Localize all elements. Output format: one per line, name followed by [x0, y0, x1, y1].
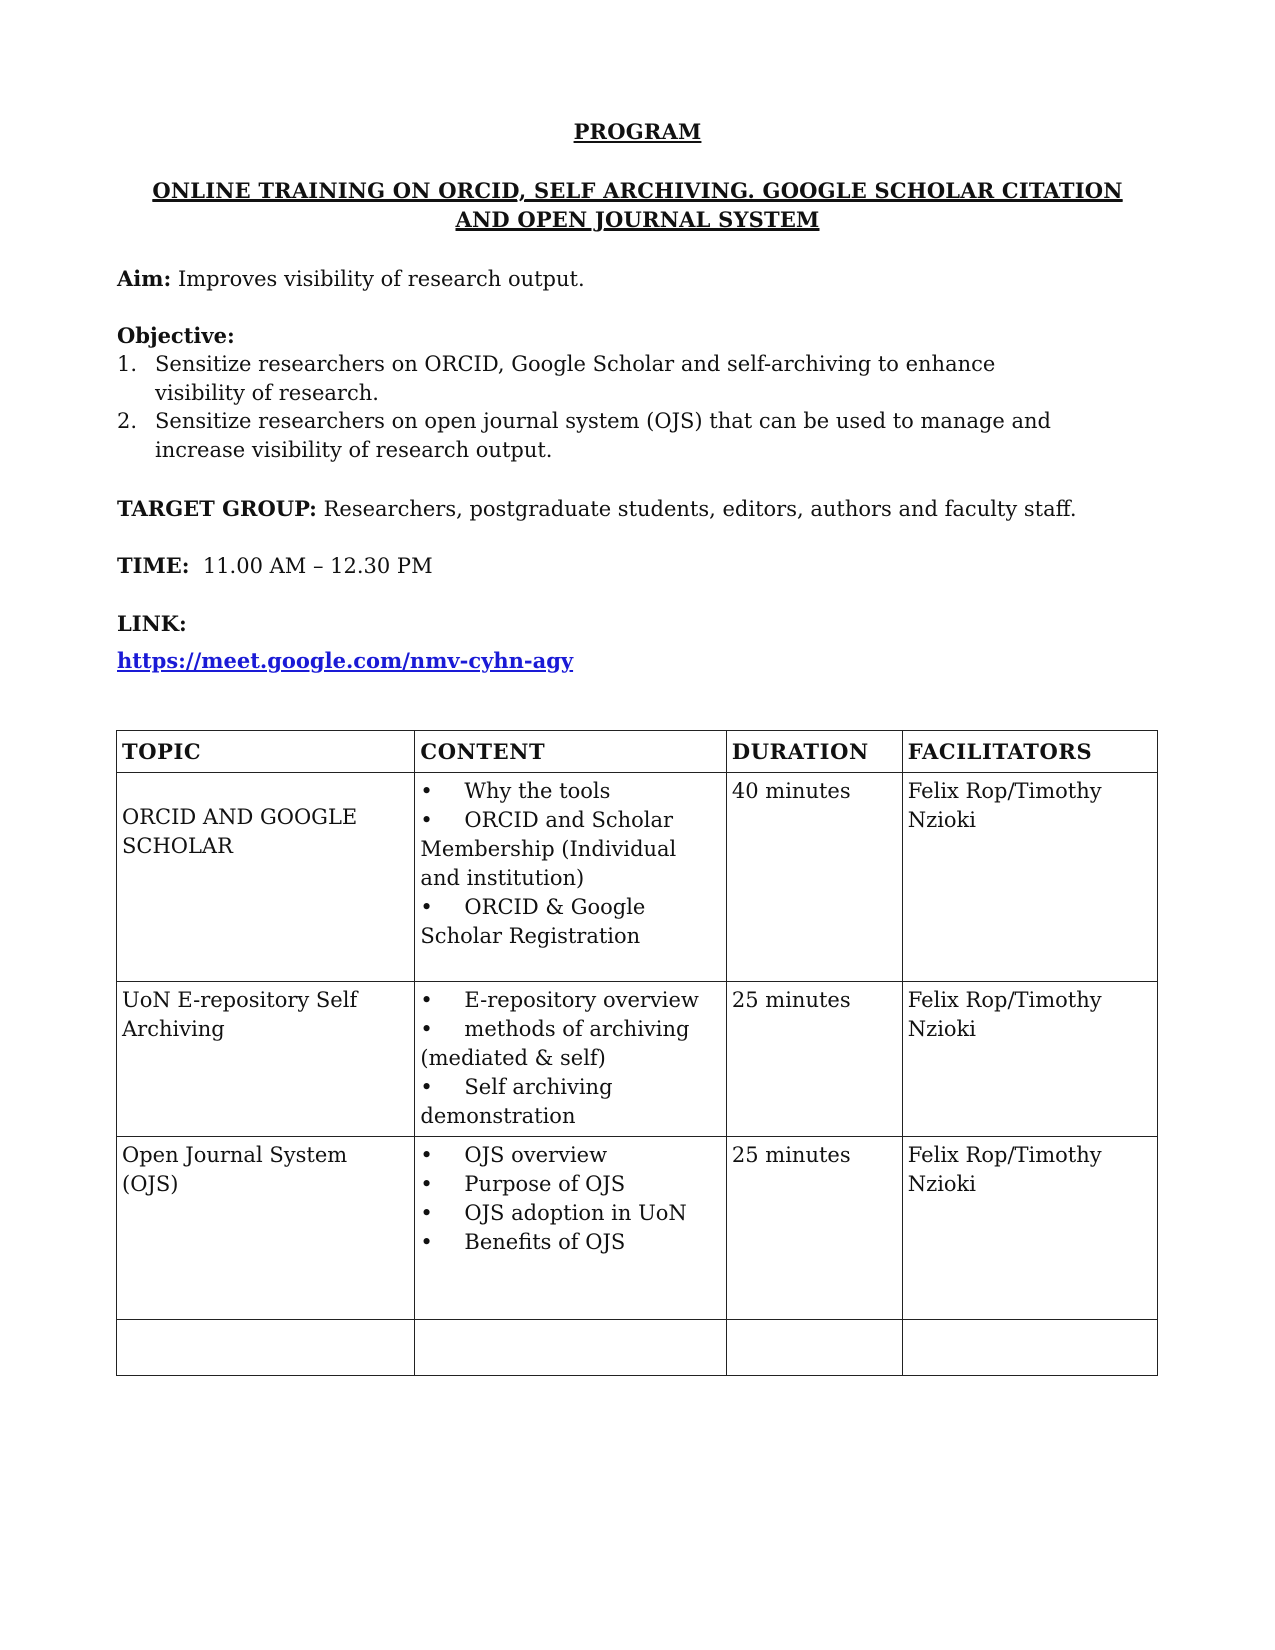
content-text: methods of archiving (mediated & self)	[420, 1017, 690, 1070]
content-text: Why the tools	[464, 779, 611, 803]
topic-cell: ORCID AND GOOGLE SCHOLAR	[117, 773, 415, 982]
content-text: ORCID & Google Scholar Registration	[420, 895, 646, 948]
objective-item	[117, 407, 1077, 465]
content-text: Benefits of OJS	[464, 1230, 626, 1254]
time-line	[117, 551, 433, 581]
duration-cell: 40 minutes	[726, 773, 902, 982]
bullet: •	[420, 1201, 433, 1225]
facilitators-cell: Felix Rop/Timothy Nzioki	[902, 982, 1157, 1137]
facilitators-cell: Felix Rop/Timothy Nzioki	[902, 1137, 1157, 1320]
content-item	[420, 893, 720, 951]
facilitators-cell: Felix Rop/Timothy Nzioki	[902, 773, 1157, 982]
page-title: PROGRAM	[573, 119, 702, 144]
column-header-duration: DURATION	[726, 731, 902, 773]
topic-cell: UoN E-repository Self Archiving	[117, 982, 415, 1137]
bullet: •	[420, 1075, 433, 1099]
content-item	[420, 1015, 720, 1073]
subtitle-line-2: AND OPEN JOURNAL SYSTEM	[455, 207, 820, 232]
aim-line	[117, 264, 585, 294]
bullet: •	[420, 895, 433, 919]
subtitle-line-1: ONLINE TRAINING ON ORCID, SELF ARCHIVING. GOOGLE SCHOLAR CITATION	[152, 178, 1123, 203]
content-item	[420, 1073, 720, 1131]
column-header-facilitators: FACILITATORS	[902, 731, 1157, 773]
content-text: ORCID and Scholar Membership (Individual and institution)	[420, 808, 677, 890]
bullet: •	[420, 779, 433, 803]
aim-label: Aim:	[117, 266, 172, 291]
target-group-line	[117, 494, 1077, 524]
empty-cell	[726, 1320, 902, 1376]
content-item	[420, 777, 720, 806]
content-item	[420, 986, 720, 1015]
objective-item	[117, 350, 1077, 408]
table-row	[117, 773, 1158, 982]
objective-number: 2.	[117, 409, 138, 433]
bullet: •	[420, 1230, 433, 1254]
duration-cell: 25 minutes	[726, 1137, 902, 1320]
bullet: •	[420, 1143, 433, 1167]
empty-cell	[902, 1320, 1157, 1376]
content-cell	[415, 982, 726, 1137]
empty-cell	[117, 1320, 415, 1376]
table-row	[117, 982, 1158, 1137]
empty-cell	[415, 1320, 726, 1376]
time-text: 11.00 AM – 12.30 PM	[202, 554, 433, 578]
objective-label: Objective:	[117, 323, 235, 348]
program-table	[116, 730, 1158, 1376]
content-item	[420, 1199, 720, 1228]
objective-text: Sensitize researchers on open journal system (OJS) that can be used to manage and increase visibility of research output.	[155, 409, 1051, 462]
content-item	[420, 1170, 720, 1199]
objective-text: Sensitize researchers on ORCID, Google Scholar and self-archiving to enhance visibility of research.	[155, 352, 996, 405]
content-item	[420, 1141, 720, 1170]
link-label: LINK:	[117, 611, 187, 636]
meeting-link[interactable]: https://meet.google.com/nmv-cyhn-agy	[117, 648, 574, 673]
table-header-row	[117, 731, 1158, 773]
content-text: E-repository overview	[464, 988, 699, 1012]
column-header-topic: TOPIC	[117, 731, 415, 773]
bullet: •	[420, 808, 433, 832]
column-header-content: CONTENT	[415, 731, 726, 773]
time-label: TIME:	[117, 553, 190, 578]
objective-number: 1.	[117, 352, 138, 376]
table-row	[117, 1137, 1158, 1320]
content-text: Purpose of OJS	[464, 1172, 626, 1196]
bullet: •	[420, 1017, 433, 1041]
aim-text: Improves visibility of research output.	[177, 267, 585, 291]
content-item	[420, 1228, 720, 1257]
empty-table-row	[117, 1320, 1158, 1376]
bullet: •	[420, 1172, 433, 1196]
page-subtitle	[0, 176, 1275, 234]
content-text: OJS adoption in UoN	[464, 1201, 687, 1225]
content-cell	[415, 1137, 726, 1320]
content-text: Self archiving demonstration	[420, 1075, 613, 1128]
topic-cell: Open Journal System (OJS)	[117, 1137, 415, 1320]
target-group-text: Researchers, postgraduate students, editors, authors and faculty staff.	[323, 497, 1077, 521]
content-cell	[415, 773, 726, 982]
bullet: •	[420, 988, 433, 1012]
target-group-label: TARGET GROUP:	[117, 496, 317, 521]
content-text: OJS overview	[464, 1143, 608, 1167]
duration-cell: 25 minutes	[726, 982, 902, 1137]
content-item	[420, 806, 720, 893]
